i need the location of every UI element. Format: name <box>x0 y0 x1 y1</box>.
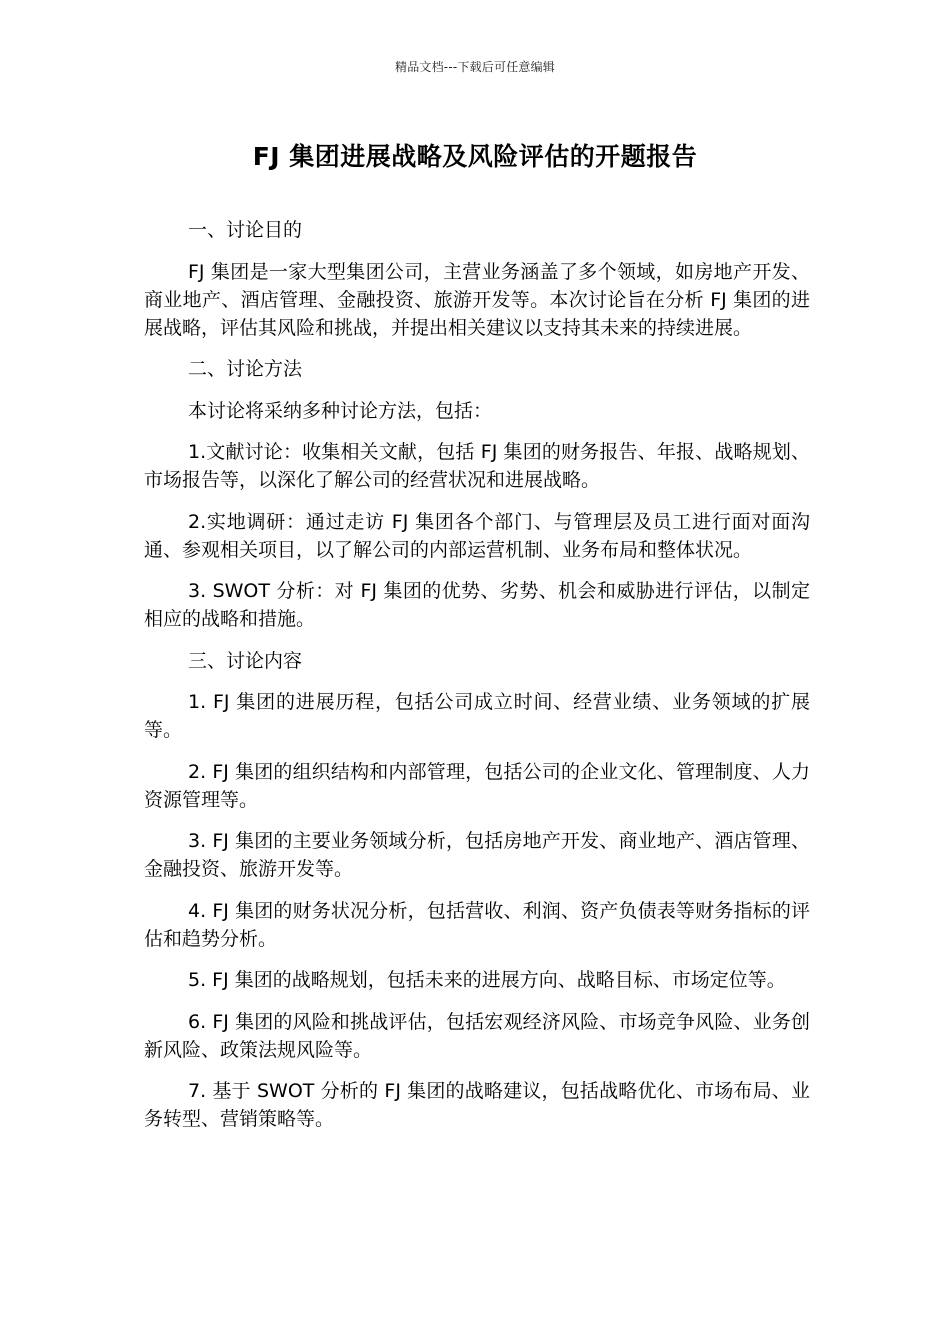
content-item-finance: 4. FJ 集团的财务状况分析，包括营收、利润、资产负债表等财务指标的评估和趋势分析。 <box>144 899 810 950</box>
method-item-swot: 3. SWOT 分析：对 FJ 集团的优势、劣势、机会和威胁进行评估，以制定相应的战略和措施。 <box>144 580 810 630</box>
section-heading-method: 二、讨论方法 <box>188 358 303 380</box>
content-item-history: 1. FJ 集团的进展历程，包括公司成立时间、经营业绩、业务领域的扩展等。 <box>144 691 810 741</box>
method-item-literature: 1.文献讨论：收集相关文献，包括 FJ 集团的财务报告、年报、战略规划、市场报告等，以深化了解公司的经营状况和进展战略。 <box>144 441 810 491</box>
method-item-fieldwork: 2.实地调研：通过走访 FJ 集团各个部门、与管理层及员工进行面对面沟通、参观相关项目，以了解公司的内部运营机制、业务布局和整体状况。 <box>144 510 810 561</box>
content-item-organization: 2. FJ 集团的组织结构和内部管理，包括公司的企业文化、管理制度、人力资源管理等。 <box>144 760 810 811</box>
content-item-strategy: 5. FJ 集团的战略规划，包括未来的进展方向、战略目标、市场定位等。 <box>188 969 786 991</box>
content-item-business: 3. FJ 集团的主要业务领域分析，包括房地产开发、商业地产、酒店管理、金融投资、旅游开发等。 <box>144 830 810 880</box>
header-note: 精品文档---下载后可任意编辑 <box>395 60 555 74</box>
content-item-swot-advice: 7. 基于 SWOT 分析的 FJ 集团的战略建议，包括战略优化、市场布局、业务转型、营销策略等。 <box>144 1080 810 1130</box>
purpose-paragraph: FJ 集团是一家大型集团公司，主营业务涵盖了多个领域，如房地产开发、商业地产、酒店管理、金融投资、旅游开发等。本次讨论旨在分析 FJ 集团的进展战略，评估其风险和挑战，并提出相关建议以支持其未来的持续进展。 <box>144 260 810 339</box>
document-body <box>144 216 810 1147</box>
content-item-risk: 6. FJ 集团的风险和挑战评估，包括宏观经济风险、市场竞争风险、业务创新风险、政策法规风险等。 <box>144 1010 810 1061</box>
section-heading-content: 三、讨论内容 <box>188 649 303 672</box>
document-title: FJ 集团进展战略及风险评估的开题报告 <box>252 142 698 171</box>
method-intro: 本讨论将采纳多种讨论方法，包括： <box>188 399 493 422</box>
section-heading-purpose: 一、讨论目的 <box>188 219 303 241</box>
